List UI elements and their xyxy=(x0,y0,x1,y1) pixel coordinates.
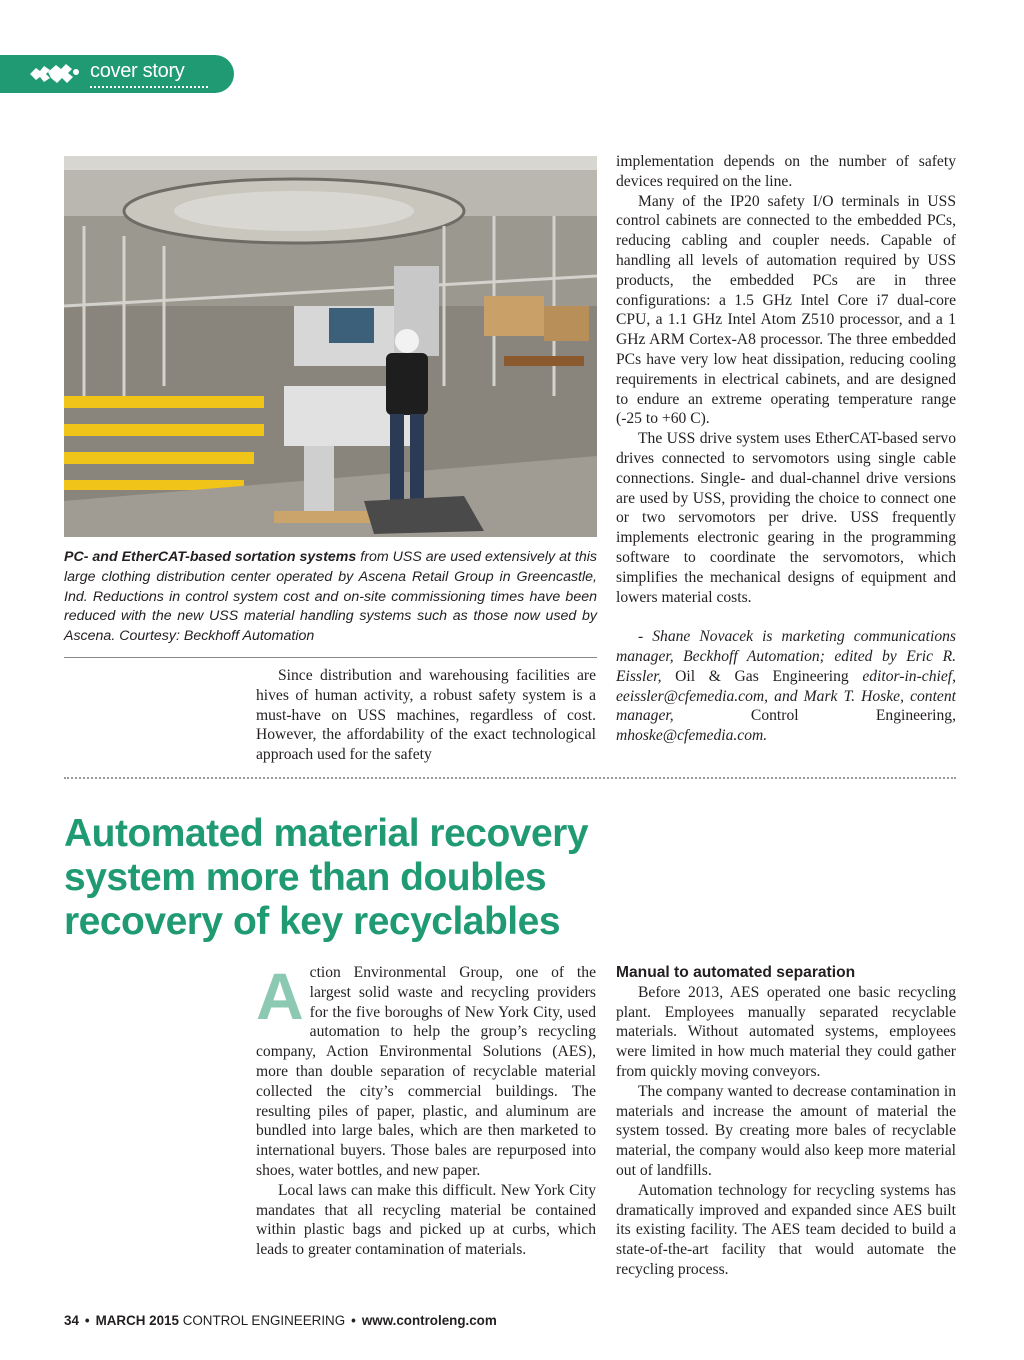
issue-date: MARCH 2015 xyxy=(95,1313,179,1328)
headline-line: recovery of key recyclables xyxy=(64,900,561,943)
page-number: 34 xyxy=(64,1313,79,1328)
publication-title: CONTROL ENGINEERING xyxy=(182,1313,346,1328)
paragraph xyxy=(256,959,596,1181)
footer-separator: • xyxy=(351,1313,356,1328)
publication-name: Oil & Gas Engineering xyxy=(661,667,863,685)
section-underline xyxy=(90,86,208,88)
website-link[interactable]: www.controleng.com xyxy=(361,1313,497,1328)
paragraph: Before 2013, AES operated one basic recycling plant. Employees manually separated recyclable materials. Without automated systems, employees were limited in how much material they could gather from quickly moving conveyors. xyxy=(616,983,956,1080)
subheading: Manual to automated separation xyxy=(616,964,856,981)
paragraph: The company wanted to decrease contamination in materials and increase the amount of material the system tossed. By creating more bales of recyclable material, the company would also keep more material out of landfills. xyxy=(616,1082,956,1179)
drop-cap: A xyxy=(256,959,304,1033)
caption-divider xyxy=(64,657,597,658)
photo-illustration xyxy=(64,156,597,537)
section-tab xyxy=(0,55,234,93)
article2-headline xyxy=(64,812,764,944)
footer-separator: • xyxy=(84,1313,90,1328)
paragraph: The USS drive system uses EtherCAT-based servo drives connected to servomotors using single cable connections. Single- and dual-channel drive versions are used by USS, providing the choice to connect one or two servomotors per drive. USS frequently implements electronic gearing in the programming software to coordinate the servomotors, which simplifies the mechanical designs of equipment and lowers material costs. xyxy=(616,430,956,606)
page-footer xyxy=(64,1313,497,1328)
article-photo xyxy=(64,156,597,537)
author-byline xyxy=(616,627,956,746)
caption-text: from USS are used extensively at this large clothing distribution center operated by Ascena Retail Group in Greencastle, Ind. Reductions in control system cost and on-site commissioning times have been reduced with the new USS material handling systems such as those now used by Ascena. Courtesy: Beckhoff Automation xyxy=(64,549,597,645)
article1-column-a xyxy=(256,666,596,765)
article2-column-c xyxy=(256,959,596,1260)
section-label: cover story xyxy=(90,60,185,82)
paragraph: Local laws can make this difficult. New York City mandates that all recycling material be contained within plastic bags and picked up at curbs, which leads to greater contamination of materials. xyxy=(256,1181,596,1259)
photo-caption xyxy=(64,548,597,647)
puzzle-icon xyxy=(26,60,82,88)
paragraph: implementation depends on the number of safety devices required on the line. xyxy=(616,153,956,190)
byline-email[interactable]: mhoske@cfemedia.com. xyxy=(616,727,768,745)
paragraph: Since distribution and warehousing facilities are hives of human activity, a robust safety system is a must-have on USS machines, regardless of cost. However, the affordability of the exact technological approach used for the safety xyxy=(256,667,596,764)
article-separator xyxy=(64,777,956,779)
paragraph-text: ction Environmental Group, one of the largest solid waste and recycling providers for the five boroughs of New York City, used automation to help the group’s recycling company, Action Environmental Solutions (AES), more than double separation of recyclable material collected the city’s commercial buildings. The resulting piles of paper, plastic, and aluminum are bundled into large bales, which are then marketed to international buyers. Those bales are repurposed into shoes, water bottles, and new paper. xyxy=(256,964,596,1179)
byline-text: - Shane Novacek is marketing communications manager, Beckhoff Automation; edited by Eric R. Eissler, xyxy=(616,628,956,685)
article1-column-b xyxy=(616,152,956,746)
caption-lead: PC- and EtherCAT-based sortation systems xyxy=(64,549,357,565)
paragraph: Many of the IP20 safety I/O terminals in USS control cabinets are connected to the embedded PCs, reducing cabling and coupler needs. Capable of handling all levels of automation required by USS products, the embedded PCs are in three configurations: a 1.5 GHz Intel Core i7 dual-core CPU, a 1.1 GHz Intel Atom Z510 processor, and a 1 GHz ARM Cortex-A8 processor. The three embedded PCs have very low heat dissipation, reducing cooling requirements in electrical cabinets, and are designed to endure an extreme operating temperature range (-25 to +60 C). xyxy=(616,192,956,428)
byline-text: editor-in-chief, eeissler@cfemedia.com, and Mark T. Hoske, content manager, xyxy=(616,667,956,725)
publication-name: Control Engineering, xyxy=(673,707,956,725)
headline-line: Automated material recovery xyxy=(64,812,589,855)
paragraph: Automation technology for recycling systems has dramatically improved and expanded since AES built its existing facility. The AES team decided to build a state-of-the-art facility that would automate the recycling process. xyxy=(616,1181,956,1278)
headline-line: system more than doubles xyxy=(64,856,547,899)
article2-column-d xyxy=(616,963,956,1280)
